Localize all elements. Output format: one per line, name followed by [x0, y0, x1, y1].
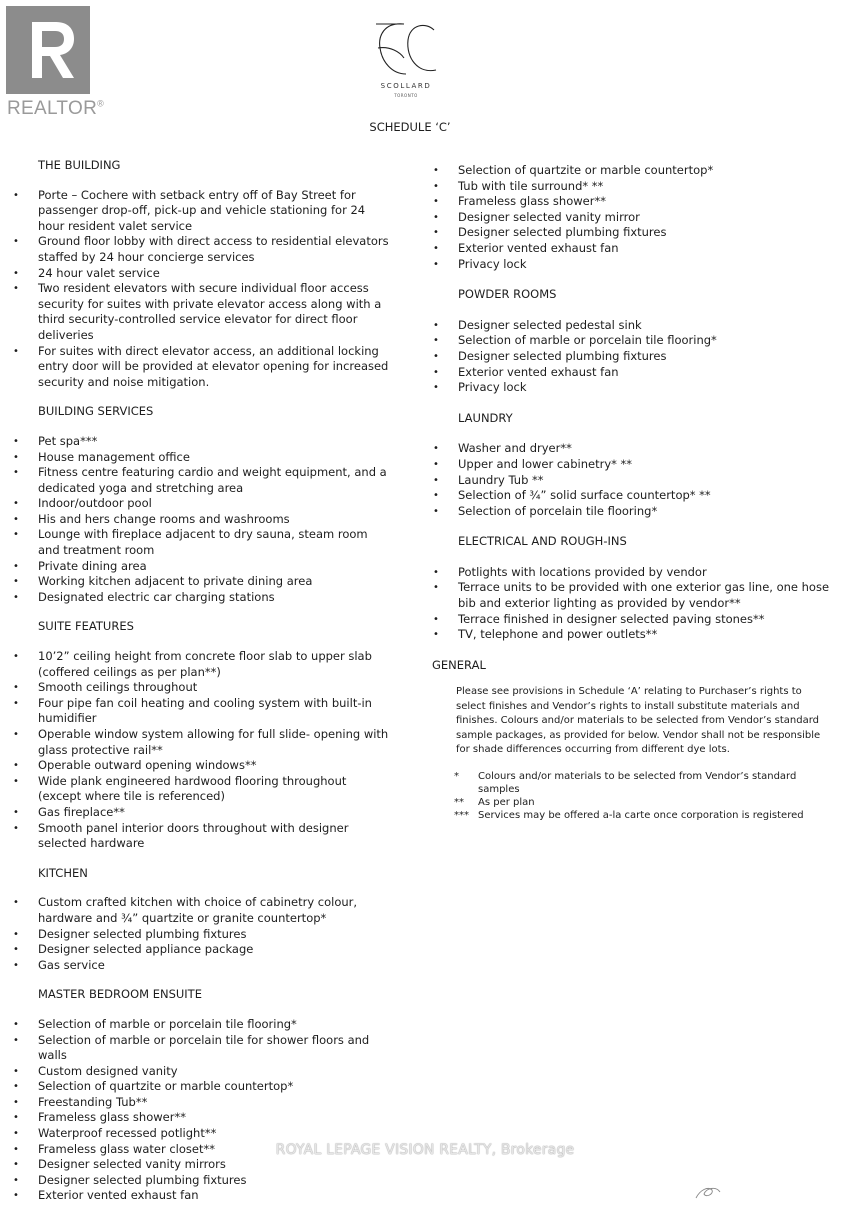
list-item: • Selection of porcelain tile flooring* — [432, 504, 832, 520]
list-item: • TV, telephone and power outlets** — [432, 627, 832, 643]
list-item: • Fitness centre featuring cardio and weight equipment, and a dedicated yoga and stretching area — [12, 465, 392, 496]
section-heading-laundry: LAUNDRY — [458, 410, 513, 425]
footnote-mark: ** — [454, 797, 464, 809]
list-item: • Frameless glass water closet** — [12, 1142, 392, 1158]
list-item: • Privacy lock — [432, 380, 832, 396]
footnote — [454, 810, 832, 823]
list-item: • Operable outward opening windows** — [12, 758, 392, 774]
footnote-mark: * — [454, 771, 459, 783]
list-item: • Lounge with fireplace adjacent to dry sauna, steam room and treatment room — [12, 527, 392, 558]
list-item: • Wide plank engineered hardwood flooring throughout (except where tile is referenced) — [12, 774, 392, 805]
list-item: • House management office — [12, 450, 392, 466]
list-item: • Selection of quartzite or marble countertop* — [12, 1079, 392, 1095]
bullet-list-the-building — [12, 188, 392, 391]
signature-scribble-icon — [690, 1182, 730, 1200]
scollard-monogram-icon — [370, 18, 442, 80]
list-item: • Selection of marble or porcelain tile for shower floors and walls — [12, 1033, 392, 1064]
list-item: • Private dining area — [12, 559, 392, 575]
bullet-list-powder-rooms — [432, 318, 832, 396]
section-heading-electrical-and-rough-ins: ELECTRICAL AND ROUGH-INS — [458, 534, 627, 549]
list-item: • Waterproof recessed potlight** — [12, 1126, 392, 1142]
footnote-text: Colours and/or materials to be selected from Vendor’s standard samples — [478, 771, 797, 796]
brokerage-watermark: ROYAL LEPAGE VISION REALTY, Brokerage — [275, 1142, 575, 1158]
section-spacer — [432, 519, 832, 534]
list-item: • Indoor/outdoor pool — [12, 496, 392, 512]
footnote-text: As per plan — [478, 797, 535, 809]
bullet-list-building-services — [12, 434, 392, 606]
list-item: • Smooth panel interior doors throughout with designer selected hardware — [12, 821, 392, 852]
list-item: • Exterior vented exhaust fan — [12, 1188, 392, 1204]
section-heading-powder-rooms: POWDER ROOMS — [458, 287, 557, 302]
list-item: • Exterior vented exhaust fan — [432, 241, 832, 257]
realtor-logo — [6, 6, 104, 118]
list-item: • Four pipe fan coil heating and cooling system with built-in humidifier — [12, 696, 392, 727]
list-item: • Two resident elevators with secure individual floor access security for suites with private elevator access along with a third security-controlled service elevator for direct floor deliveries — [12, 281, 392, 343]
schedule-title: SCHEDULE ‘C’ — [369, 120, 451, 134]
section-heading-building-services: BUILDING SERVICES — [38, 404, 154, 419]
left-column — [12, 158, 392, 1218]
list-item: • Gas fireplace** — [12, 805, 392, 821]
list-item: • Exterior vented exhaust fan — [432, 365, 832, 381]
list-item: • His and hers change rooms and washrooms — [12, 512, 392, 528]
footnote-mark: *** — [454, 809, 469, 821]
realtor-r-mark-icon — [6, 6, 90, 94]
bullet-list-continued — [432, 163, 832, 272]
list-item: • Frameless glass shower** — [432, 194, 832, 210]
section-spacer — [432, 272, 832, 287]
section-spacer — [432, 426, 832, 441]
section-heading-master-bedroom-ensuite: MASTER BEDROOM ENSUITE — [38, 987, 202, 1002]
section-spacer — [12, 852, 392, 866]
list-item: • Gas service — [12, 958, 392, 974]
footnote — [454, 797, 832, 810]
list-item: • Pet spa*** — [12, 434, 392, 450]
section-spacer — [432, 550, 832, 565]
list-item: • Designated electric car charging stations — [12, 590, 392, 606]
scollard-wordmark: SCOLLARD — [380, 82, 432, 90]
list-item: • 24 hour valet service — [12, 266, 392, 282]
list-item: • Designer selected plumbing fixtures — [12, 927, 392, 943]
section-spacer — [12, 881, 392, 895]
list-item: • Selection of ¾” solid surface countertop* ** — [432, 488, 832, 504]
section-spacer — [432, 303, 832, 318]
realtor-wordmark: REALTOR® — [7, 98, 105, 119]
section-spacer — [12, 635, 392, 649]
list-item: • Washer and dryer** — [432, 441, 832, 457]
section-spacer — [12, 973, 392, 987]
list-item: • Designer selected vanity mirror — [432, 210, 832, 226]
list-item: • Designer selected plumbing fixtures — [432, 225, 832, 241]
list-item: • Designer selected plumbing fixtures — [432, 349, 832, 365]
list-item: • Custom designed vanity — [12, 1064, 392, 1080]
section-heading-the-building: THE BUILDING — [38, 158, 121, 172]
list-item: • Operable window system allowing for full slide- opening with glass protective rail** — [12, 727, 392, 758]
list-item: • Ground floor lobby with direct access to residential elevators staffed by 24 hour concierge services — [12, 234, 392, 265]
list-item: • Porte – Cochere with setback entry off of Bay Street for passenger drop-off, pick-up and vehicle stationing for 24 hour resident valet service — [12, 188, 392, 235]
section-spacer — [12, 420, 392, 434]
section-spacer — [12, 1204, 392, 1218]
bullet-list-suite-features — [12, 649, 392, 852]
scollard-logo — [370, 18, 442, 100]
list-item: • Selection of quartzite or marble countertop* — [432, 163, 832, 179]
section-spacer — [432, 396, 832, 411]
section-spacer — [432, 643, 832, 658]
footnote — [454, 771, 832, 797]
footnote-text: Services may be offered a-la carte once corporation is registered — [478, 809, 804, 821]
list-item: • Tub with tile surround* ** — [432, 179, 832, 195]
footnotes — [432, 771, 832, 822]
list-item: • Frameless glass shower** — [12, 1110, 392, 1126]
section-spacer — [12, 390, 392, 404]
list-item: • Working kitchen adjacent to private dining area — [12, 574, 392, 590]
list-item: • Designer selected appliance package — [12, 942, 392, 958]
list-item: • Selection of marble or porcelain tile flooring* — [12, 1017, 392, 1033]
list-item: • Terrace finished in designer selected paving stones** — [432, 612, 832, 628]
list-item: • Smooth ceilings throughout — [12, 680, 392, 696]
bullet-list-master-bedroom-ensuite — [12, 1017, 392, 1204]
section-spacer — [12, 1003, 392, 1017]
right-column — [432, 163, 832, 823]
section-heading-suite-features: SUITE FEATURES — [38, 619, 134, 634]
bullet-list-electrical-and-rough-ins — [432, 565, 832, 643]
list-item: • Custom crafted kitchen with choice of cabinetry colour, hardware and ¾” quartzite or granite countertop* — [12, 895, 392, 926]
bullet-list-kitchen — [12, 895, 392, 973]
list-item: • Terrace units to be provided with one exterior gas line, one hose bib and exterior lighting as provided by vendor** — [432, 580, 832, 611]
list-item: • Freestanding Tub** — [12, 1095, 392, 1111]
bullet-list-laundry — [432, 441, 832, 519]
section-spacer — [12, 174, 392, 188]
list-item: • Selection of marble or porcelain tile flooring* — [432, 333, 832, 349]
list-item: • Privacy lock — [432, 257, 832, 273]
list-item: • For suites with direct elevator access, an additional locking entry door will be provided at elevator opening for increased security and noise mitigation. — [12, 344, 392, 391]
list-item: • Designer selected pedestal sink — [432, 318, 832, 334]
list-item: • Upper and lower cabinetry* ** — [432, 457, 832, 473]
general-provisions-text: Please see provisions in Schedule ‘A’ relating to Purchaser’s rights to select finishes and Vendor’s rights to install substitute materials and finishes. Colours and/or materials to be selected from Vendor’s standard sample packages, as provided for below. Vendor shall not be responsible for shade differences occurring from different dye lots. — [456, 686, 821, 756]
list-item: • 10’2” ceiling height from concrete floor slab to upper slab (coffered ceilings as per plan**) — [12, 649, 392, 680]
list-item: • Potlights with locations provided by vendor — [432, 565, 832, 581]
list-item: • Designer selected plumbing fixtures — [12, 1173, 392, 1189]
list-item: • Laundry Tub ** — [432, 473, 832, 489]
scollard-location: TORONTO — [394, 93, 418, 98]
section-heading-general: GENERAL — [432, 657, 486, 672]
section-spacer — [12, 605, 392, 619]
list-item: • Designer selected vanity mirrors — [12, 1157, 392, 1173]
section-heading-kitchen: KITCHEN — [38, 865, 88, 880]
